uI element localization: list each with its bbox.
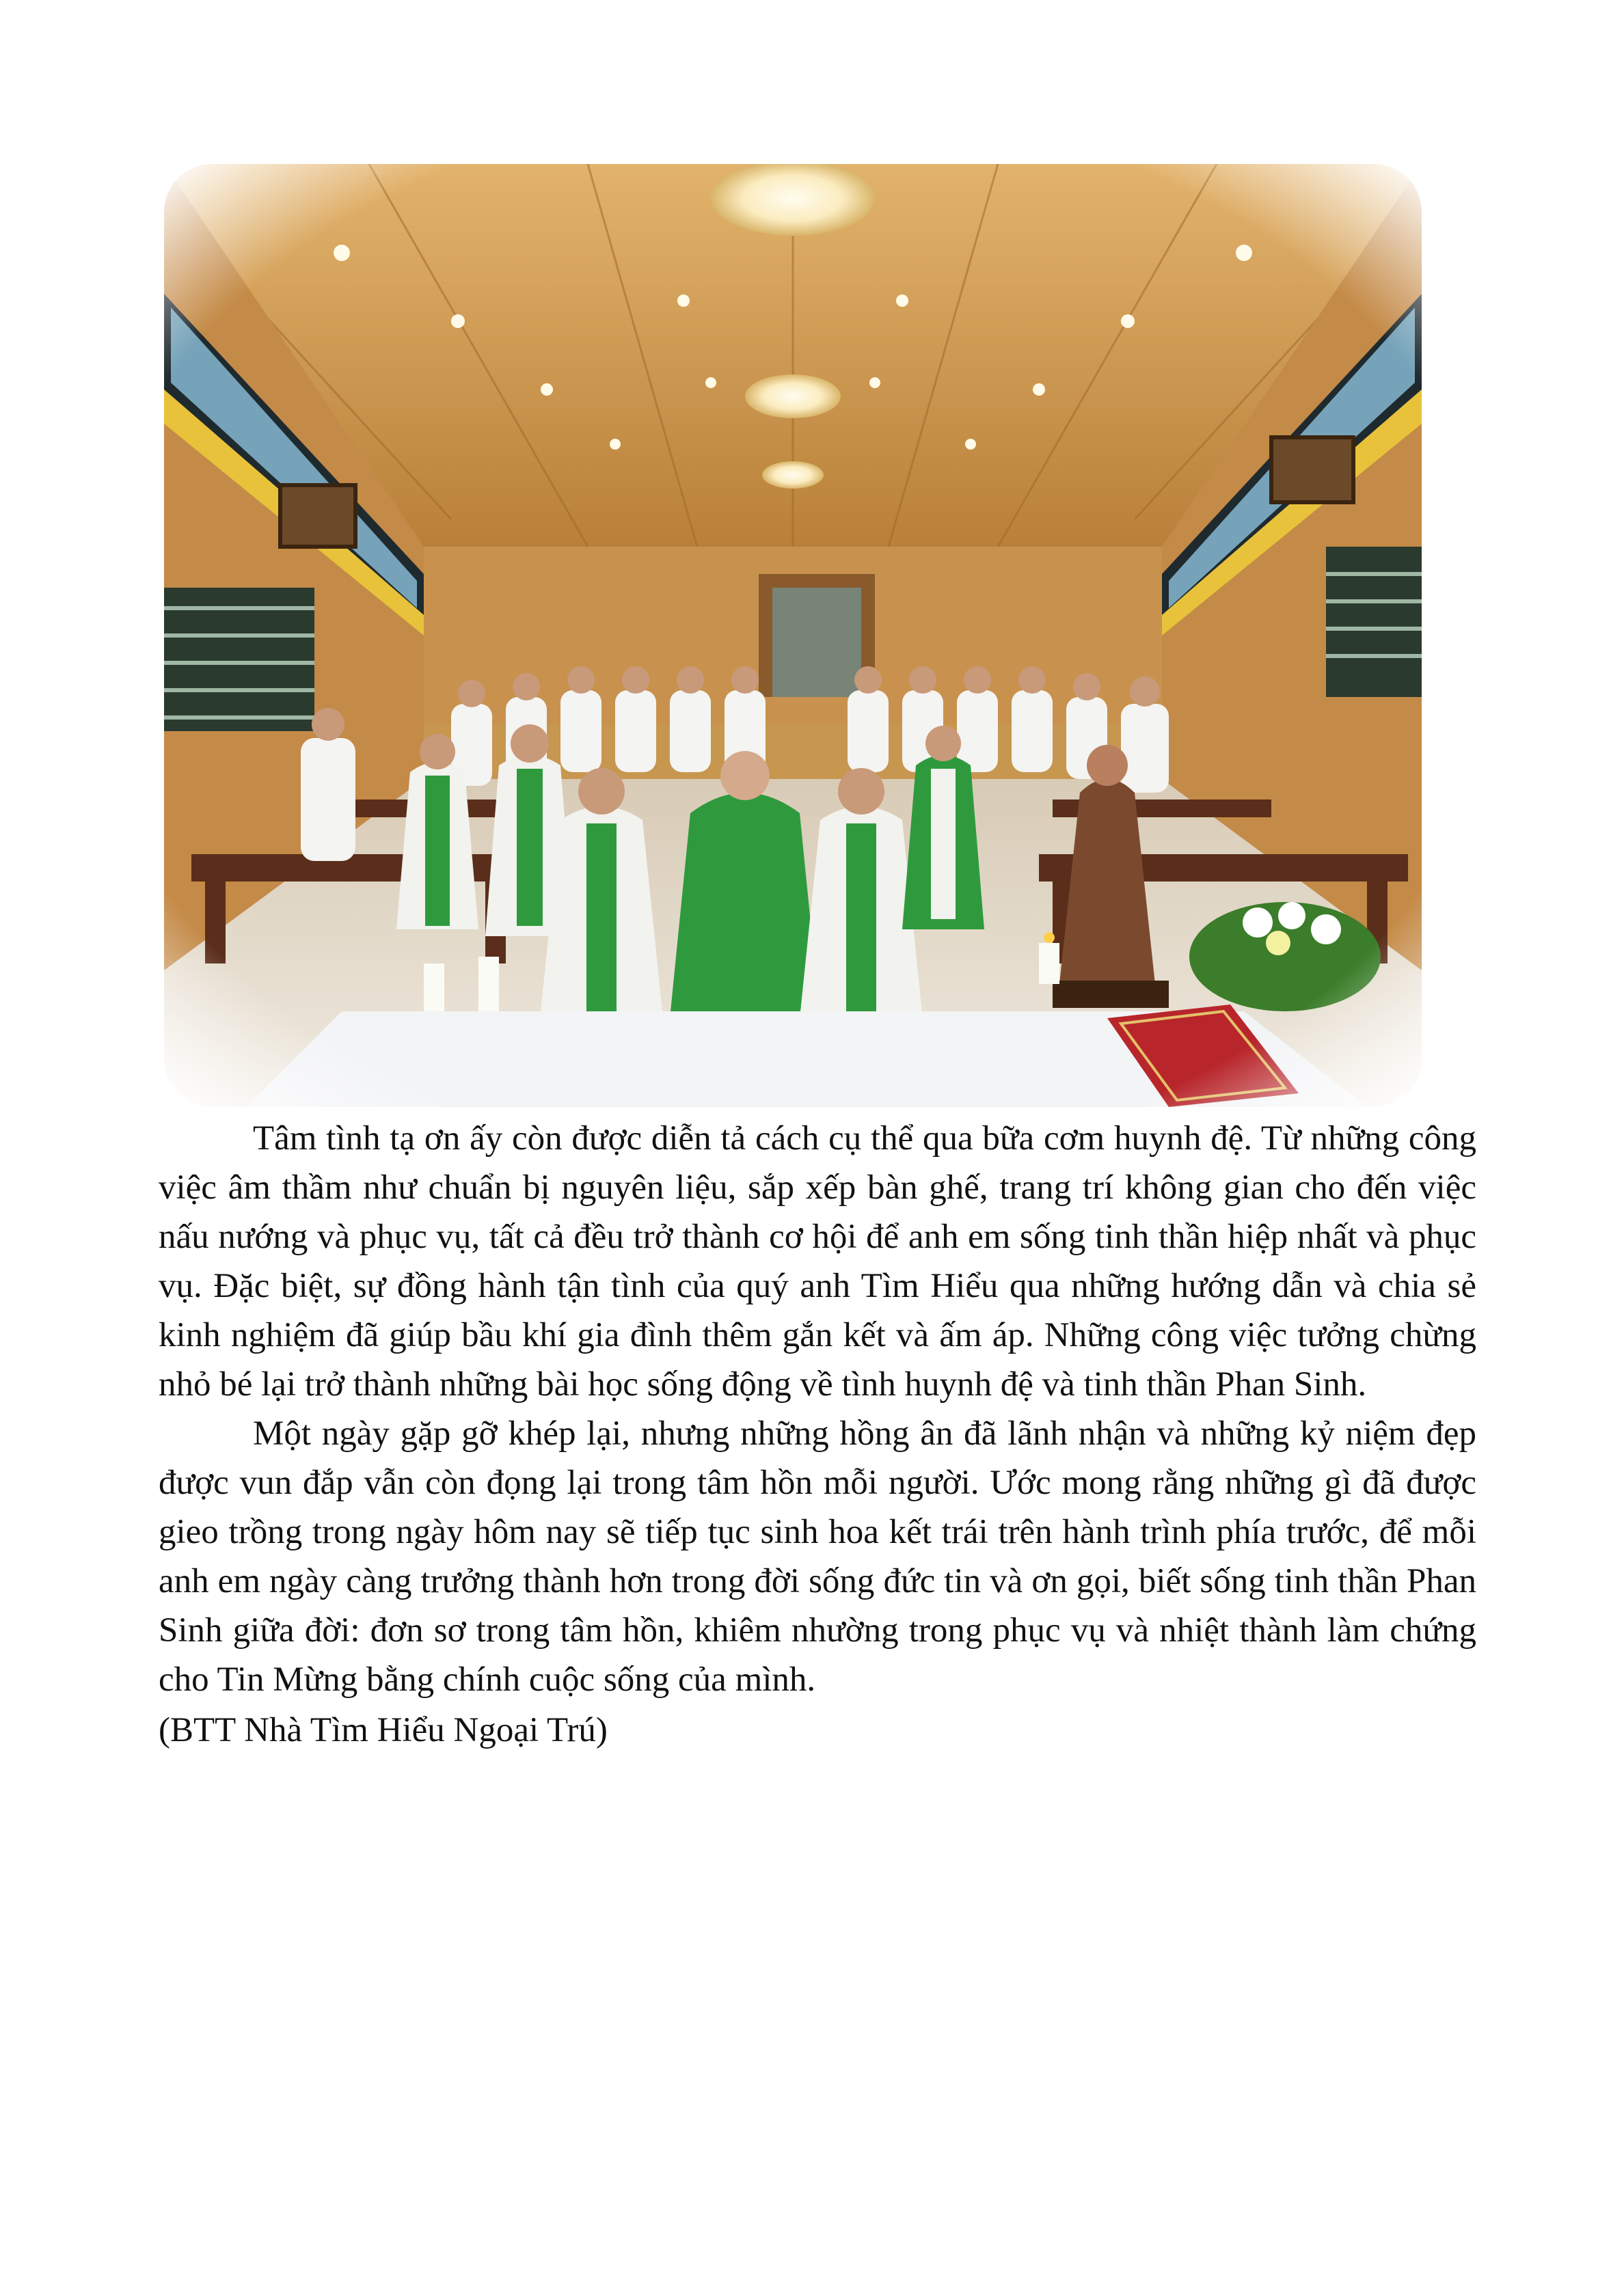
right-louver-window bbox=[1326, 547, 1422, 697]
paragraph: Một ngày gặp gỡ khép lại, nhưng những hồng ân đã lãnh nhận và những kỷ niệm đẹp được vun đắp vẫn còn đọng lại trong tâm hồn mỗi người. Ước mong rằng những gì đã được gieo trồng trong ngày hôm nay sẽ tiếp tục sinh hoa kết trái trên hành trình phía trước, để mỗi anh em ngày càng trưởng thành hơn trong đời sống đức tin và ơn gọi, biết sống tinh thần Phan Sinh giữa đời: đơn sơ trong tâm hồn, khiêm nhường trong phục vụ và nhiệt thành làm chứng cho Tin Mừng bằng chính cuộc sống của mình. bbox=[159, 1414, 1476, 1699]
article-body bbox=[159, 1114, 1476, 1755]
candle bbox=[424, 964, 444, 1011]
ceiling-lamp bbox=[762, 461, 824, 489]
paragraph: Tâm tình tạ ơn ấy còn được diễn tả cách cụ thể qua bữa cơm huynh đệ. Từ những công việc âm thầm như chuẩn bị nguyên liệu, sắp xếp bàn ghế, trang trí không gian cho đến việc nấu nướng và phục vụ, tất cả đều trở thành cơ hội để anh em sống tinh thần hiệp nhất và phục vụ. Đặc biệt, sự đồng hành tận tình của quý anh Tìm Hiểu qua những hướng dẫn và chia sẻ kinh nghiệm đã giúp bầu khí gia đình thêm gắn kết và ấm áp. Những công việc tưởng chừng nhỏ bé lại trở thành những bài học sống động về tình huynh đệ và tinh thần Phan Sinh. bbox=[159, 1119, 1476, 1404]
station-of-cross-frame bbox=[1271, 437, 1353, 502]
candle bbox=[1039, 943, 1059, 984]
author-signature: (BTT Nhà Tìm Hiểu Ngoại Trú) bbox=[159, 1711, 608, 1749]
photo-illustration bbox=[164, 164, 1422, 1107]
station-of-cross-frame bbox=[280, 485, 355, 547]
candle bbox=[478, 957, 499, 1011]
group-photo-chapel bbox=[164, 164, 1422, 1107]
flower-arrangement bbox=[1189, 902, 1381, 1011]
ceiling-lamp bbox=[711, 164, 875, 236]
ceiling-lamp bbox=[745, 374, 841, 418]
